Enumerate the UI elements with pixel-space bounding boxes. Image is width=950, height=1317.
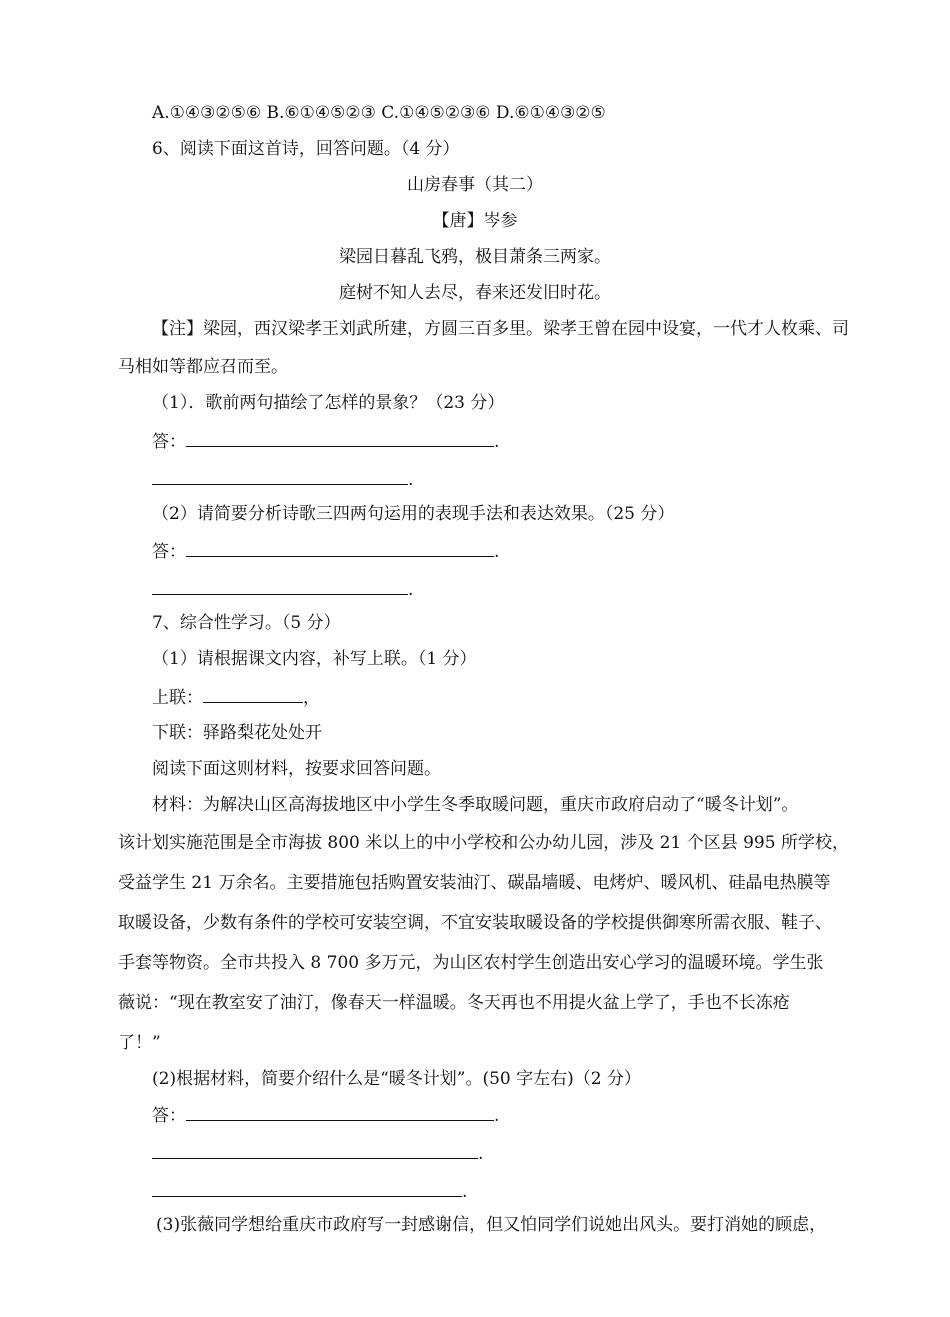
answer-line (152, 540, 499, 563)
question-6-sub-1: （1）．歌前两句描绘了怎样的景象？（23 分） (152, 393, 505, 413)
answer-blank[interactable] (186, 1104, 494, 1121)
question-7-sub-3: (3)张薇同学想给重庆市政府写一封感谢信，但又怕同学们说她出风头。要打消她的顾虑， (156, 1215, 827, 1235)
question-7-sub-1: （1）请根据课文内容，补写上联。（1 分） (152, 649, 477, 669)
material-line-2: 该计划实施范围是全市海拔 800 米以上的中小学校和公办幼儿园，涉及 21 个区县 995 所学校， (118, 833, 849, 853)
answer-label: 答： (152, 432, 186, 452)
read-prompt: 阅读下面这则材料，按要求回答问题。 (152, 759, 441, 779)
answer-line (152, 430, 499, 453)
period: . (494, 1106, 500, 1126)
period: . (478, 1144, 484, 1164)
answer-blank[interactable] (152, 1180, 462, 1197)
answer-blank[interactable] (152, 1142, 478, 1159)
question-7-title: 7、综合性学习。（5 分） (152, 613, 341, 633)
material-line-1: 材料：为解决山区高海拔地区中小学生冬季取暖问题，重庆市政府启动了“暖冬计划”。 (152, 795, 799, 815)
poem-author: 【唐】岑参 (432, 211, 518, 231)
poem-line-2: 庭树不知人去尽，春来还发旧时花。 (339, 283, 611, 303)
period: . (408, 580, 414, 600)
answer-blank[interactable] (186, 540, 494, 557)
question-7-sub-2: (2)根据材料，简要介绍什么是“暖冬计划”。(50 字左右)（2 分） (152, 1069, 641, 1089)
answer-line (152, 1104, 499, 1127)
shanglian-line (152, 686, 320, 709)
answer-blank[interactable] (152, 468, 408, 485)
poem-line-1: 梁园日暮乱飞鸦，极目萧条三两家。 (339, 247, 611, 267)
answer-blank[interactable] (152, 578, 408, 595)
shanglian-label: 上联： (152, 688, 203, 708)
answer-label: 答： (152, 1106, 186, 1126)
material-line-6: 薇说：“现在教室安了油汀，像春天一样温暖。冬天再也不用提火盆上学了，手也不长冻疮 (118, 993, 790, 1013)
question-6-title: 6、阅读下面这首诗，回答问题。（4 分） (152, 139, 460, 159)
material-line-7: 了！” (118, 1033, 161, 1053)
poem-note-line-1: 【注】梁园，西汉梁孝王刘武所建，方圆三百多里。梁孝王曾在园中设宴，一代才人枚乘、司 (152, 319, 849, 339)
answer-line (152, 1142, 483, 1165)
answer-line (152, 468, 413, 491)
period: . (494, 542, 500, 562)
material-line-5: 手套等物资。全市共投入 8 700 多万元，为山区农村学生创造出安心学习的温暖环境。学生张 (118, 953, 824, 973)
answer-line (152, 578, 413, 601)
answer-label: 答： (152, 542, 186, 562)
shanglian-blank[interactable] (203, 686, 303, 703)
question-6-sub-2: （2）请简要分析诗歌三四两句运用的表现手法和表达效果。（25 分） (152, 504, 675, 524)
answer-blank[interactable] (186, 430, 494, 447)
period: . (408, 470, 414, 490)
poem-title: 山房春事（其二） (407, 175, 543, 195)
material-line-4: 取暖设备，少数有条件的学校可安装空调，不宜安装取暖设备的学校提供御寒所需衣服、鞋子、 (118, 913, 832, 933)
period: . (462, 1182, 468, 1202)
xialian-line: 下联：驿路梨花处处开 (152, 723, 322, 743)
period: . (494, 432, 500, 452)
answer-line (152, 1180, 467, 1203)
material-line-3: 受益学生 21 万余名。主要措施包括购置安装油汀、碳晶墙暖、电烤炉、暖风机、硅晶电热膜等 (118, 873, 831, 893)
options-line: A.①④③②⑤⑥ B.⑥①④⑤②③ C.①④⑤②③⑥ D.⑥①④③②⑤ (152, 103, 606, 123)
poem-note-line-2: 马相如等都应召而至。 (118, 357, 288, 377)
comma: ， (303, 688, 320, 708)
